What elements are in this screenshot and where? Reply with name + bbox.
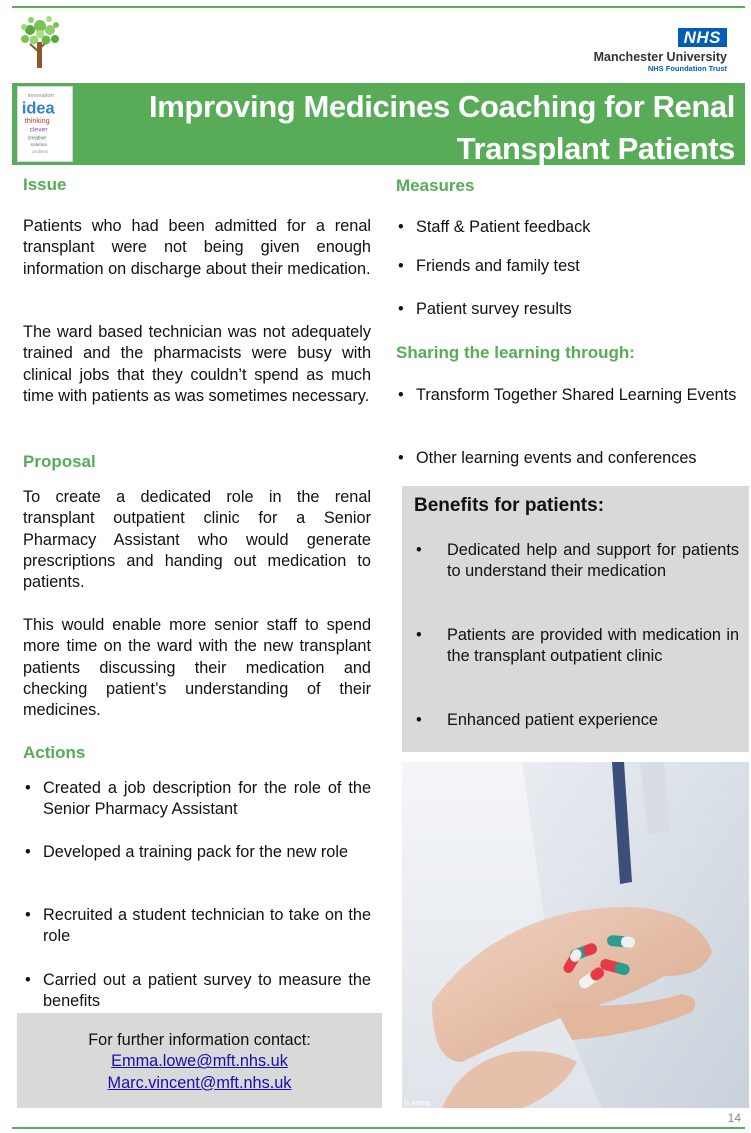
measures-list — [396, 217, 739, 327]
title-banner — [12, 83, 745, 165]
hand-with-pills-illustration — [402, 762, 749, 1108]
benefit-item-text: Dedicated help and support for patients to understand their medication — [447, 541, 739, 580]
idea-word-cloud-image — [17, 86, 73, 162]
photo-credit: © Alamy — [404, 1100, 431, 1107]
list-item: • Other learning events and conferences — [398, 449, 697, 467]
benefit-item-text: Enhanced patient experience — [447, 711, 658, 729]
issue-heading: Issue — [23, 175, 67, 194]
list-item: • Staff & Patient feedback — [398, 218, 591, 236]
sharing-heading: Sharing the learning through: — [396, 343, 635, 362]
issue-paragraph-2: The ward based technician was not adequately trained and the pharmacists were busy with clinical jobs that they couldn’t spend as much time with patients as was sometimes necessary. — [23, 323, 371, 405]
page-title-line-1: Improving Medicines Coaching for Renal — [149, 89, 735, 124]
page-title-line-2: Transplant Patients — [456, 131, 735, 166]
action-item-text: Recruited a student technician to take on the role — [43, 906, 371, 945]
measure-item-text: Friends and family test — [416, 257, 580, 275]
contact-label: For further information contact: — [88, 1031, 311, 1049]
word-solution: solution — [30, 143, 48, 149]
bottom-rule — [12, 1127, 745, 1129]
tree-logo-icon — [16, 12, 64, 70]
list-item: • Enhanced patient experience — [416, 711, 658, 729]
contact-email-emma[interactable]: Emma.lowe@mft.nhs.uk — [111, 1052, 288, 1071]
contact-box — [17, 1013, 382, 1108]
list-item: • Transform Together Shared Learning Events — [398, 386, 737, 404]
measure-item-text: Patient survey results — [416, 300, 572, 318]
list-item: • Developed a training pack for the new role — [25, 843, 349, 861]
proposal-paragraph-1: To create a dedicated role in the renal transplant outpatient clinic for a Senior Pharmacy Assistant who would generate prescriptions and handing out medication to patients. — [23, 488, 371, 592]
action-item-text: Created a job description for the role of the Senior Pharmacy Assistant — [43, 779, 371, 818]
measure-item-text: Staff & Patient feedback — [416, 218, 591, 236]
nhs-logo — [594, 28, 727, 73]
list-item: • Patient survey results — [398, 300, 572, 318]
sharing-list — [396, 385, 739, 475]
action-item-text: Developed a training pack for the new role — [43, 843, 349, 861]
proposal-paragraph-2: This would enable more senior staff to spend more time on the ward with the new transplant patients discussing their medication and checking patient’s understanding of their medicines. — [23, 616, 371, 720]
list-item: • Carried out a patient survey to measure the benefits — [25, 971, 371, 1010]
benefit-item-text: Patients are provided with medication in the transplant outpatient clinic — [447, 626, 739, 665]
sharing-item-text: Transform Together Shared Learning Events — [416, 386, 737, 404]
top-rule — [12, 6, 745, 8]
list-item: • Created a job description for the role of the Senior Pharmacy Assistant — [25, 779, 371, 818]
list-item: • Friends and family test — [398, 257, 580, 275]
word-idea: idea — [21, 99, 55, 118]
word-thinking: thinking — [24, 116, 50, 126]
measures-heading: Measures — [396, 176, 475, 195]
action-item-text: Carried out a patient survey to measure the benefits — [43, 971, 371, 1010]
benefits-box — [402, 486, 749, 752]
list-item: • Dedicated help and support for patients to understand their medication — [416, 541, 739, 580]
page-number: 14 — [727, 1111, 741, 1125]
hand-with-pills-photo — [402, 762, 749, 1108]
contact-email-marc[interactable]: Marc.vincent@mft.nhs.uk — [107, 1073, 292, 1092]
proposal-heading: Proposal — [23, 452, 96, 471]
word-problem: problem — [32, 148, 49, 154]
page-title — [102, 86, 735, 170]
nhs-trust-name: NHS Foundation Trust — [647, 64, 727, 73]
nhs-badge: NHS — [678, 28, 727, 47]
actions-heading: Actions — [23, 743, 86, 762]
word-clever: clever — [29, 126, 48, 134]
benefits-heading: Benefits for patients: — [414, 495, 605, 516]
list-item: • Patients are provided with medication in the transplant outpatient clinic — [416, 626, 739, 665]
word-creative: creative — [27, 135, 47, 142]
list-item: • Recruited a student technician to take on the role — [25, 906, 371, 945]
word-innovation: innovation — [27, 93, 54, 99]
actions-list — [23, 778, 371, 1010]
benefits-list — [414, 540, 739, 740]
issue-paragraph-1: Patients who had been admitted for a renal transplant were not being given enough information on discharge about their medication. — [23, 217, 371, 278]
sharing-item-text: Other learning events and conferences — [416, 449, 697, 467]
nhs-org-name: Manchester University — [593, 50, 727, 64]
